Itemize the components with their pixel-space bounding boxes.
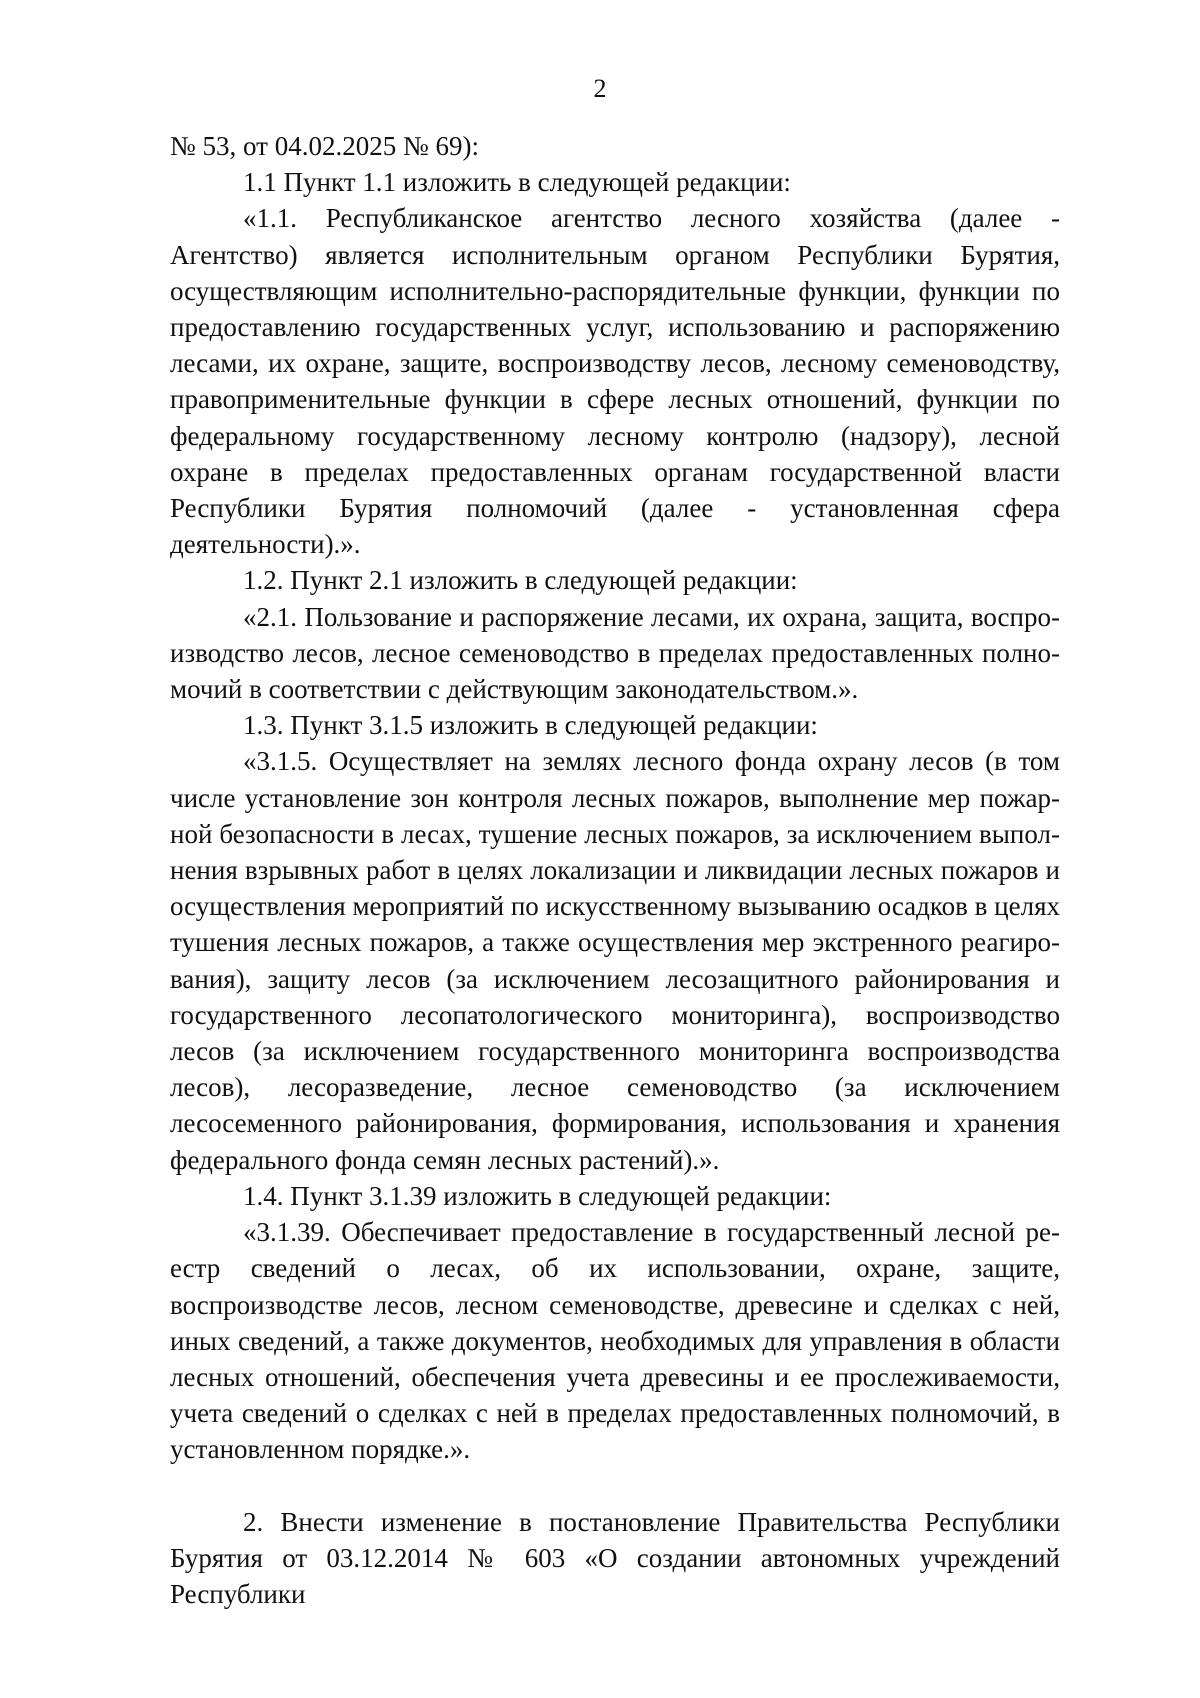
paragraph-item-1-2-heading: 1.2. Пункт 2.1 изложить в следующей редакции: (243, 565, 798, 596)
paragraph-item-3-1-39-text: «3.1.39. Обеспечивает предоставление в государственный лесной реестр сведений о лесах, об их использовании, охране, защите, воспроизводстве лесов, лесном семеноводстве, древесине и сделках с ней, иных сведений, а также документов, необходимых для управления в области лесных отношений, обеспечения учета древесины и ее прослеживаемости, учета сведений о сделках с ней в пределах предоставленных полномочий, в установленном порядке.». (170, 1217, 1060, 1465)
paragraph-continuation: № 53, от 04.02.2025 № 69): (170, 131, 479, 161)
paragraph-item-2-text: 2. Внести изменение в постановление Правительства Республики Бурятия от 03.12.2014 № 603 «О создании автономных учреждений Республики (170, 1506, 1060, 1609)
paragraph-item-1-1-text: «1.1. Республиканское агентство лесного хозяйства (далее - Агентство) является исполнительным органом Республики Бурятия, осуществляющим исполнительно-распорядительные функции, функции по предоставлению государственных услуг, использованию и распоряжению лесами, их охране, защите, воспроизводству лесов, лесному семеноводству, правоприменительные функции в сфере лесных отношений, функции по федеральному государственному лесному контролю (надзору), лесной охране в пределах предоставленных органам государственной власти Республики Бурятия полномочий (далее - установленная сфера деятельности).». (170, 203, 1060, 560)
paragraph-item-1-4-heading: 1.4. Пункт 3.1.39 изложить в следующей редакции: (243, 1180, 832, 1211)
paragraph-item-3-1-5-text: «3.1.5. Осуществляет на землях лесного фонда охрану лесов (в том числе установление зон контроля лесных пожаров, выполнение мер пожарной безопасности в лесах, тушение лесных пожаров, за исключением выполнения взрывных работ в целях локализации и ликвидации лесных пожаров и осуществления мероприятий по искусственному вызыванию осадков в целях тушения лесных пожаров, а также осуществления мер экстренного реагирования), защиту лесов (за исключением лесозащитного районирования и государственного лесопатологического мониторинга), воспроизводство лесов (за исключением государственного мониторинга воспроизводства лесов), лесоразведение, лесное семеноводство (за исключением лесосеменного районирования, формирования, использования и хранения федерального фонда семян лесных растений).». (170, 746, 1060, 1175)
page-number: 2 (593, 74, 607, 103)
paragraph-item-2-1-text: «2.1. Пользование и распоряжение лесами, их охрана, защита, воспроизводство лесов, лесное семеноводство в пределах предоставленных полномочий в соответствии с действующим законодательством.». (170, 601, 1060, 705)
document-body (170, 128, 1060, 1612)
paragraph-item-1-3-heading: 1.3. Пункт 3.1.5 изложить в следующей редакции: (243, 710, 818, 741)
paragraph-item-1-1-heading: 1.1 Пункт 1.1 изложить в следующей редакции: (243, 167, 791, 198)
